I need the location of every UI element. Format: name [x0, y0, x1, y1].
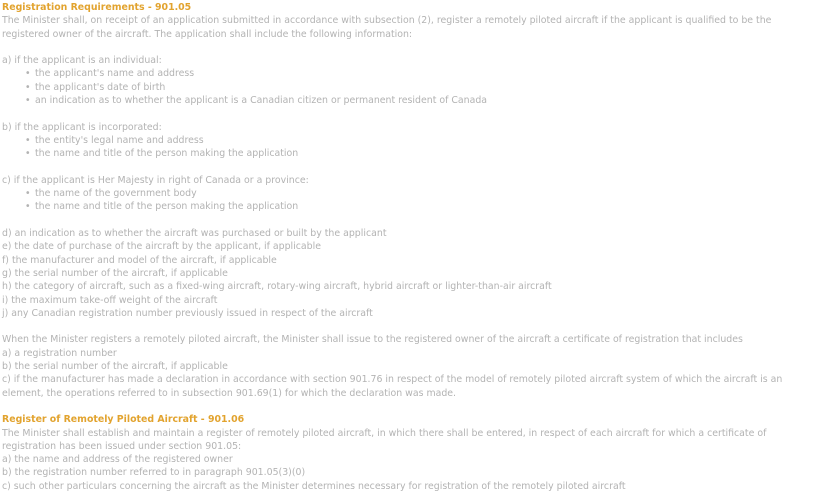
line-item: f) the manufacturer and model of the aircraft, if applicable — [2, 254, 277, 266]
section-heading-registration-requirements: Registration Requirements - 901.05 — [2, 2, 192, 13]
group-a-list — [2, 67, 817, 107]
line-item: j) any Canadian registration number previously issued in respect of the aircraft — [2, 307, 373, 319]
spacer — [2, 214, 817, 227]
line-item: g) the serial number of the aircraft, if applicable — [2, 267, 228, 279]
register-item: b) the registration number referred to in paragraph 901.05(3)(0) — [2, 467, 306, 479]
list-item: • the name of the government body — [35, 187, 817, 200]
line-item: d) an indication as to whether the aircraft was purchased or built by the applicant — [2, 228, 387, 240]
group-b-label: b) if the applicant is incorporated: — [2, 121, 162, 133]
list-item: • the applicant's name and address — [35, 67, 817, 80]
list-item: • the name and title of the person making the application — [35, 147, 817, 160]
line-item: e) the date of purchase of the aircraft by the applicant, if applicable — [2, 241, 321, 253]
register-item: c) such other particulars concerning the aircraft as the Minister determines necessary for registration of the remotely piloted aircraft — [2, 480, 626, 492]
line-item: i) the maximum take-off weight of the aircraft — [2, 294, 218, 306]
section-heading-register: Register of Remotely Piloted Aircraft - 901.06 — [2, 414, 245, 426]
register-item: a) the name and address of the registered owner — [2, 454, 233, 466]
certificate-intro: When the Minister registers a remotely piloted aircraft, the Minister shall issue to the registered owner of the aircraft a certificate of registration that includes — [2, 334, 743, 346]
group-b-list — [2, 134, 817, 161]
group-c-list — [2, 187, 817, 214]
spacer — [2, 320, 817, 333]
spacer — [2, 107, 817, 120]
certificate-item: b) the serial number of the aircraft, if applicable — [2, 361, 228, 373]
group-a-label: a) if the applicant is an individual: — [2, 55, 162, 67]
spacer — [2, 400, 817, 413]
certificate-item: c) if the manufacturer has made a declaration in accordance with section 901.76 in respect of the model of remotely piloted aircraft system of which the aircraft is an element, the operations referred to in subsection 901.69(1) for which the declaration was made. — [2, 374, 783, 399]
spacer — [2, 161, 817, 174]
registration-intro: The Minister shall, on receipt of an application submitted in accordance with subsection (2), register a remotely piloted aircraft if the applicant is qualified to be the registered owner of the aircraft. The application shall include the following information: — [2, 15, 772, 40]
list-item: • the applicant's date of birth — [35, 81, 817, 94]
register-intro: The Minister shall establish and maintain a register of remotely piloted aircraft, in which there shall be entered, in respect of each aircraft for which a certificate of registration has been issued under section 901.05: — [2, 427, 767, 452]
group-c-label: c) if the applicant is Her Majesty in right of Canada or a province: — [2, 174, 309, 186]
list-item: • an indication as to whether the applicant is a Canadian citizen or permanent resident of Canada — [35, 94, 817, 107]
list-item: • the name and title of the person making the application — [35, 200, 817, 213]
certificate-item: a) a registration number — [2, 347, 117, 359]
spacer — [2, 41, 817, 54]
list-item: • the entity's legal name and address — [35, 134, 817, 147]
line-item: h) the category of aircraft, such as a fixed-wing aircraft, rotary-wing aircraft, hybrid aircraft or lighter-than-air aircraft — [2, 281, 552, 293]
